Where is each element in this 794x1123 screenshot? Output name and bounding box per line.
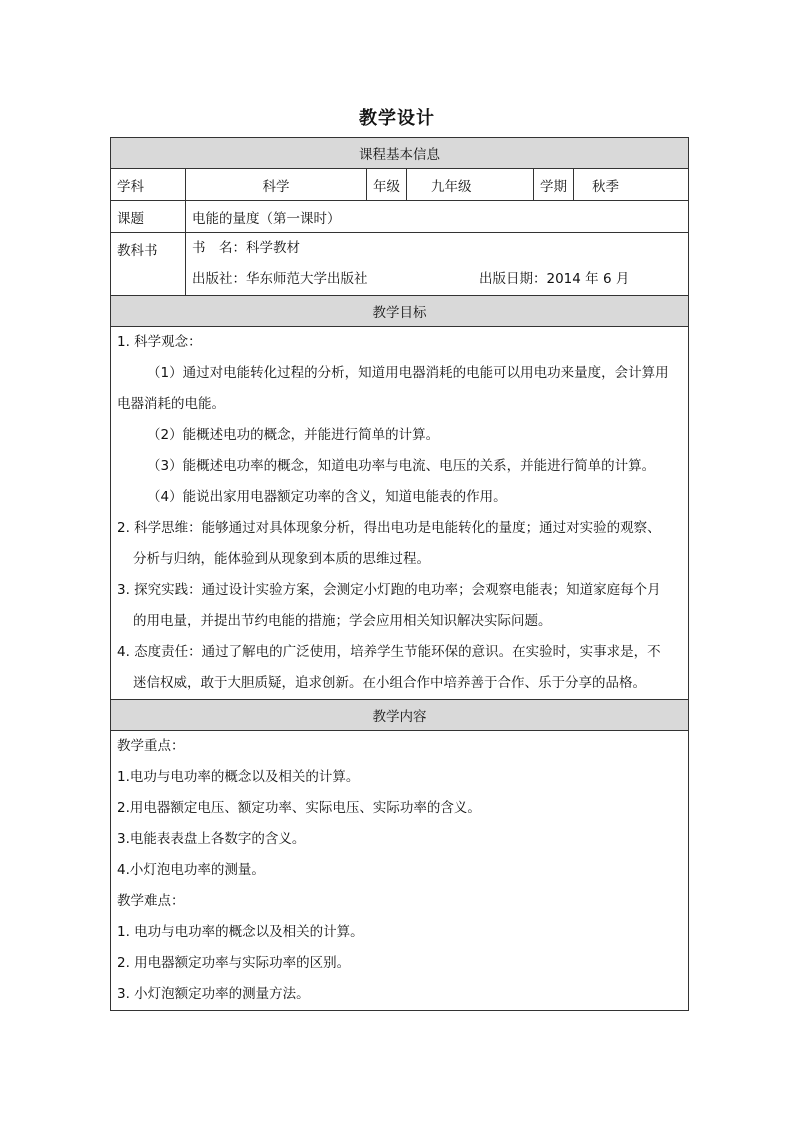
content-body-row [111, 731, 689, 1011]
section-basic-info: 课程基本信息 [111, 138, 689, 169]
topic-value: 电能的量度（第一课时） [186, 201, 689, 233]
publisher: 出版社：华东师范大学出版社 [192, 271, 368, 287]
content-line: 2. 用电器额定功率与实际功率的区别。 [117, 955, 351, 971]
goal-line: 2. 科学思维：能够通过对具体现象分析，得出电功是电能转化的量度；通过对实验的观察、 [117, 520, 661, 536]
goals-header-row [111, 296, 689, 327]
grade-label: 年级 [367, 169, 407, 201]
goal-line: （3）能概述电功率的概念，知道电功率与电流、电压的关系，并能进行简单的计算。 [147, 458, 656, 474]
content-line: 教学难点： [117, 893, 185, 909]
content-line: 2.用电器额定电压、额定功率、实际电压、实际功率的含义。 [117, 800, 481, 816]
goal-line: （1）通过对电能转化过程的分析，知道用电器消耗的电能可以用电功来量度，会计算用 [147, 365, 669, 381]
content-line: 4.小灯泡电功率的测量。 [117, 862, 265, 878]
textbook-row [111, 233, 689, 296]
goal-line: （2）能概述电功的概念，并能进行简单的计算。 [147, 427, 440, 443]
topic-label: 课题 [111, 201, 186, 233]
section-content: 教学内容 [111, 700, 689, 731]
term-label: 学期 [534, 169, 574, 201]
content-line: 3.电能表表盘上各数字的含义。 [117, 831, 306, 847]
section-goals: 教学目标 [111, 296, 689, 327]
content-body [111, 731, 689, 1011]
subject-label: 学科 [111, 169, 186, 201]
document-title: 教学设计 [359, 108, 435, 129]
topic-row [111, 201, 689, 233]
publish-date: 出版日期：2014 年 6 月 [479, 271, 630, 287]
publisher-line [192, 264, 682, 295]
goal-line: （4）能说出家用电器额定功率的含义，知道电能表的作用。 [147, 489, 507, 505]
section-header-row [111, 138, 689, 169]
goal-line: 迷信权威，敢于大胆质疑，追求创新。在小组合作中培养善于合作、乐于分享的品格。 [133, 675, 646, 691]
goals-body [111, 327, 689, 700]
goal-line: 电器消耗的电能。 [117, 396, 225, 412]
content-line: 3. 小灯泡额定功率的测量方法。 [117, 986, 310, 1002]
grade-value: 九年级 [407, 169, 534, 201]
goals-body-row [111, 327, 689, 700]
goal-line: 的用电量，并提出节约电能的措施；学会应用相关知识解决实际问题。 [133, 613, 552, 629]
book-name: 书 名：科学教材 [192, 240, 300, 256]
lesson-plan-table [110, 137, 689, 1011]
content-line: 1.电功与电功率的概念以及相关的计算。 [117, 769, 360, 785]
content-line: 1. 电功与电功率的概念以及相关的计算。 [117, 924, 364, 940]
content-line: 教学重点： [117, 738, 185, 754]
textbook-info [186, 233, 689, 296]
goal-line: 1. 科学观念： [117, 334, 202, 350]
content-header-row [111, 700, 689, 731]
basic-info-row [111, 169, 689, 201]
goal-line: 3. 探究实践：通过设计实验方案，会测定小灯跑的电功率；会观察电能表；知道家庭每个月 [117, 582, 661, 598]
subject-value: 科学 [186, 169, 367, 201]
term-value: 秋季 [574, 169, 689, 201]
goal-line: 分析与归纳，能体验到从现象到本质的思维过程。 [133, 551, 430, 567]
goal-line: 4. 态度责任：通过了解电的广泛使用，培养学生节能环保的意识。在实验时，实事求是，不 [117, 644, 661, 660]
textbook-label: 教科书 [111, 233, 186, 296]
